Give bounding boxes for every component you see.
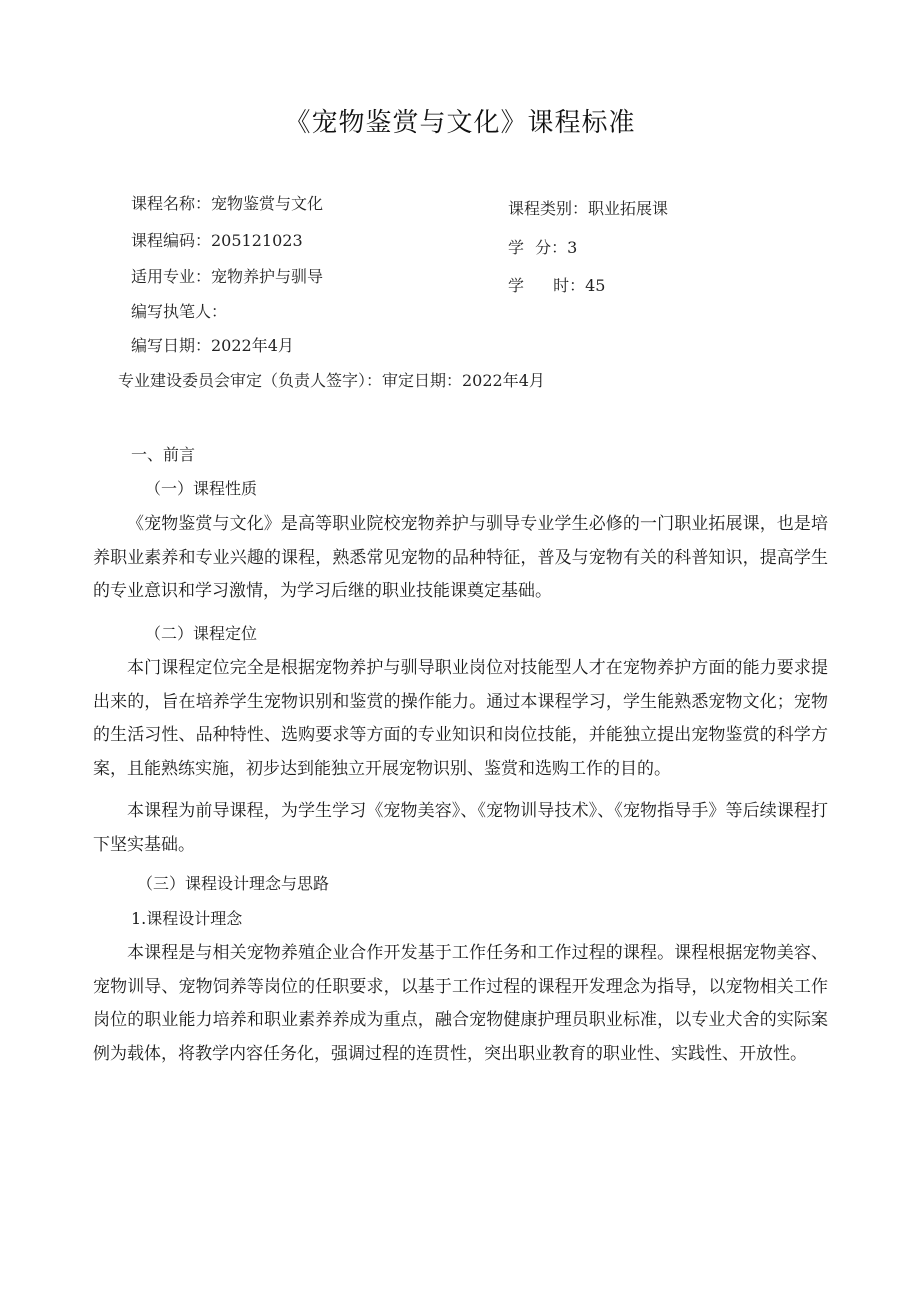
course-credit: 学 分：3 (508, 238, 578, 257)
review-line: 专业建设委员会审定（负责人签字）：审定日期：2022年4月 (118, 371, 545, 390)
paragraph-design-concept: 本课程是与相关宠物养殖企业合作开发基于工作任务和工作过程的课程。课程根据宠物美容、宠物训导、宠物饲养等岗位的任职要求，以基于工作过程的课程开发理念为指导，以宠物相关工作岗位的职业能力培养和职业素养养成为重点，融合宠物健康护理员职业标准，以专业犬舍的实际案例为载体，将教学内容任务化，强调过程的连贯性，突出职业教育的职业性、实践性、开放性。 (93, 943, 828, 1064)
paragraph-positioning-2: 本课程为前导课程，为学生学习《宠物美容》、《宠物训导技术》、《宠物指导手》等后续课程打下坚实基础。 (93, 801, 828, 855)
paragraph-positioning-1: 本门课程定位完全是根据宠物养护与驯导职业岗位对技能型人才在宠物养护方面的能力要求提出来的，旨在培养学生宠物识别和鉴赏的操作能力。通过本课程学习，学生能熟悉宠物文化；宠物的生活习性、品种特性、选购要求等方面的专业知识和岗位技能，并能独立提出宠物鉴赏的科学方案，且能熟练实施，初步达到能独立开展宠物识别、鉴赏和选购工作的目的。 (93, 658, 828, 779)
course-type: 课程类别：职业拓展课 (508, 199, 669, 218)
author-line: 编写执笔人： (131, 302, 228, 321)
paragraph-nature: 《宠物鉴赏与文化》是高等职业院校宠物养护与驯导专业学生必修的一门职业拓展课，也是培养职业素养和专业兴趣的课程，熟悉常见宠物的品种特征，普及与宠物有关的科普知识，提高学生的专业意识和学习激情，为学习后继的职业技能课奠定基础。 (93, 514, 828, 601)
course-hours: 学 时：45 (508, 276, 606, 295)
item-heading-design-concept: 1.课程设计理念 (131, 909, 243, 928)
section-heading-preface: 一、前言 (131, 445, 196, 464)
course-name: 课程名称：宠物鉴赏与文化 (131, 194, 324, 213)
subsection-heading-design: （三）课程设计理念与思路 (137, 874, 330, 893)
document-title: 《宠物鉴赏与文化》课程标准 (284, 108, 636, 138)
course-code: 课程编码：205121023 (131, 231, 303, 250)
subsection-heading-positioning: （二）课程定位 (145, 624, 258, 643)
compile-date: 编写日期：2022年4月 (131, 336, 294, 355)
applicable-major: 适用专业：宠物养护与驯导 (131, 267, 324, 286)
subsection-heading-nature: （一）课程性质 (145, 479, 258, 498)
